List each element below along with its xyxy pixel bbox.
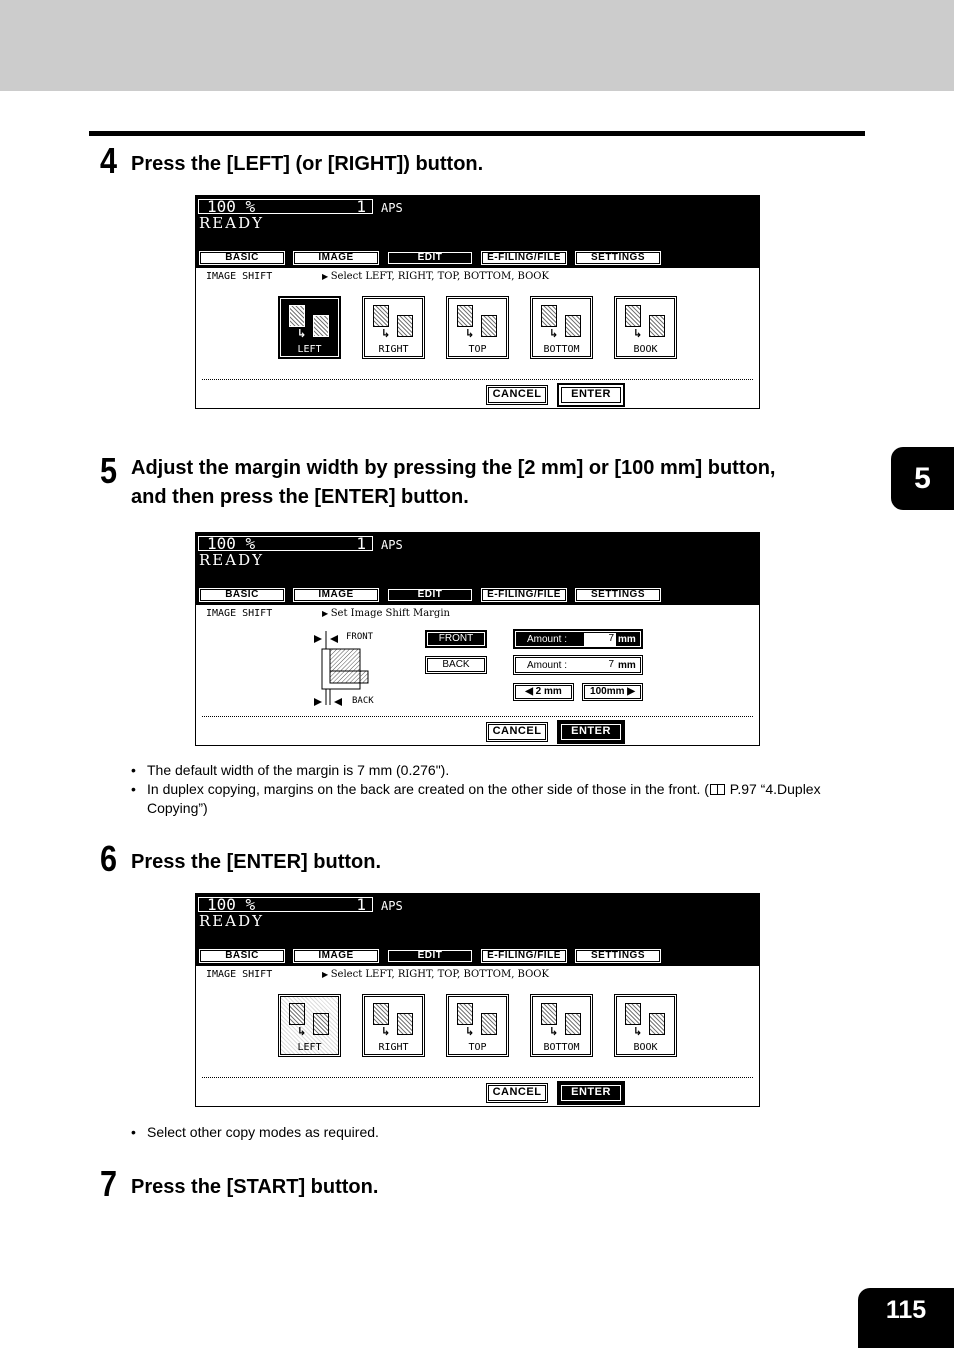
left-shift-icon: ↳ <box>287 303 333 339</box>
shift-buttons <box>278 296 677 359</box>
screen-header <box>196 533 759 605</box>
front-amount-value: 7 <box>584 633 616 646</box>
button-label: TOP <box>468 344 487 355</box>
tab-basic[interactable]: BASIC <box>198 948 286 964</box>
ratio-display <box>198 897 373 912</box>
button-label: 2 mm <box>535 686 562 697</box>
chapter-tab: 5 <box>891 447 954 510</box>
note-item: • The default width of the margin is 7 mm (0.276"). <box>131 761 861 780</box>
top-shift-icon: ↳ <box>455 303 501 339</box>
button-label: TOP <box>468 1042 487 1053</box>
right-shift-icon: ↳ <box>371 1001 417 1037</box>
tab-image[interactable]: IMAGE <box>292 948 380 964</box>
bottom-shift-icon: ↳ <box>539 1001 585 1037</box>
function-tabs <box>198 250 662 266</box>
unit-label: mm <box>618 660 636 671</box>
tab-settings[interactable]: SETTINGS <box>574 250 662 266</box>
increase-100mm-button[interactable] <box>582 683 643 701</box>
divider <box>202 379 753 380</box>
copy-count: 1 <box>356 895 366 914</box>
tab-basic[interactable]: BASIC <box>198 587 286 603</box>
reproduction-ratio: 100 % <box>207 534 256 553</box>
right-shift-icon: ↳ <box>371 303 417 339</box>
left-shift-button[interactable] <box>278 296 341 359</box>
bottom-shift-button[interactable] <box>530 296 593 359</box>
reproduction-ratio: 100 % <box>207 895 256 914</box>
top-shift-button[interactable] <box>446 296 509 359</box>
tab-edit[interactable]: EDIT <box>386 250 474 266</box>
copy-count: 1 <box>356 197 366 216</box>
button-label: BOTTOM <box>543 344 580 355</box>
function-tabs <box>198 948 662 964</box>
reproduction-ratio: 100 % <box>207 197 256 216</box>
tab-efiling[interactable]: E-FILING/FILE <box>480 587 568 603</box>
step-title: Press the [LEFT] (or [RIGHT]) button. <box>131 153 484 175</box>
ratio-display <box>198 536 373 551</box>
tab-edit[interactable]: EDIT <box>386 587 474 603</box>
step-number: 4 <box>100 140 118 181</box>
button-label: RIGHT <box>378 344 409 355</box>
amount-label: Amount : <box>527 634 568 645</box>
button-label: BOOK <box>633 1042 658 1053</box>
bottom-shift-button[interactable] <box>530 994 593 1057</box>
right-shift-button[interactable] <box>362 994 425 1057</box>
cancel-button[interactable]: CANCEL <box>486 722 548 742</box>
back-margin-label: BACK <box>352 696 374 706</box>
status-message: READY <box>199 551 265 569</box>
aps-indicator: APS <box>381 899 403 913</box>
function-label: IMAGE SHIFT <box>206 608 273 619</box>
divider <box>202 716 753 717</box>
back-amount-field[interactable] <box>513 655 643 675</box>
ratio-display <box>198 199 373 214</box>
tab-settings[interactable]: SETTINGS <box>574 587 662 603</box>
cancel-button[interactable]: CANCEL <box>486 1083 548 1103</box>
left-shift-button[interactable] <box>278 994 341 1057</box>
step-number: 6 <box>100 838 118 879</box>
aps-indicator: APS <box>381 201 403 215</box>
screen-header <box>196 196 759 268</box>
back-amount-value: 7 <box>608 659 614 670</box>
section-rule <box>89 131 865 136</box>
screen-body <box>196 268 759 408</box>
book-shift-button[interactable] <box>614 296 677 359</box>
right-shift-button[interactable] <box>362 296 425 359</box>
header-band <box>0 0 954 91</box>
guide-text: ▶ Select LEFT, RIGHT, TOP, BOTTOM, BOOK <box>322 271 549 282</box>
top-shift-button[interactable] <box>446 994 509 1057</box>
button-label: 100mm <box>590 686 625 697</box>
back-button[interactable]: BACK <box>425 656 487 674</box>
note-item: • In duplex copying, margins on the back are created on the other side of those in the front. ( P.97 “4.Duplex Copying”) <box>131 780 861 818</box>
aps-indicator: APS <box>381 538 403 552</box>
top-shift-icon: ↳ <box>455 1001 501 1037</box>
book-shift-icon: ↳ <box>623 303 669 339</box>
left-shift-icon: ↳ <box>287 1001 333 1037</box>
enter-button[interactable]: ENTER <box>557 720 625 744</box>
button-label: LEFT <box>297 344 322 355</box>
front-margin-label: FRONT <box>346 632 374 642</box>
step-title-line2: and then press the [ENTER] button. <box>131 486 469 508</box>
function-tabs <box>198 587 662 603</box>
arrow-right-icon: ▶ <box>627 686 635 697</box>
step-title: Press the [ENTER] button. <box>131 851 382 873</box>
step-title-line1: Adjust the margin width by pressing the [2 mm] or [100 mm] button, <box>131 457 776 479</box>
margin-diagram <box>312 627 372 711</box>
book-shift-icon: ↳ <box>623 1001 669 1037</box>
page-number: 115 <box>858 1288 954 1348</box>
bottom-shift-icon: ↳ <box>539 303 585 339</box>
guide-text: ▶ Set Image Shift Margin <box>322 608 450 619</box>
divider <box>202 1077 753 1078</box>
step-5-notes <box>131 761 861 818</box>
copier-screen-confirm <box>195 893 760 1107</box>
button-label: LEFT <box>297 1042 322 1053</box>
button-label: RIGHT <box>378 1042 409 1053</box>
screen-header <box>196 894 759 966</box>
enter-button[interactable]: ENTER <box>557 1081 625 1105</box>
unit-label: mm <box>618 634 636 645</box>
status-message: READY <box>199 214 265 232</box>
copy-count: 1 <box>356 534 366 553</box>
step-6-notes <box>131 1123 861 1142</box>
step-title: Press the [START] button. <box>131 1176 379 1198</box>
status-message: READY <box>199 912 265 930</box>
shift-buttons <box>278 994 677 1057</box>
amount-label: Amount : <box>527 660 568 671</box>
arrow-left-icon: ◀ <box>525 686 533 697</box>
tab-image[interactable]: IMAGE <box>292 587 380 603</box>
note-item: • Select other copy modes as required. <box>131 1123 861 1142</box>
tab-image[interactable]: IMAGE <box>292 250 380 266</box>
decrease-2mm-button[interactable] <box>513 683 574 701</box>
front-amount-field[interactable] <box>513 629 643 649</box>
guide-text: ▶ Select LEFT, RIGHT, TOP, BOTTOM, BOOK <box>322 969 549 980</box>
tab-efiling[interactable]: E-FILING/FILE <box>480 250 568 266</box>
tab-settings[interactable]: SETTINGS <box>574 948 662 964</box>
copier-screen-select <box>195 195 760 409</box>
screen-body <box>196 966 759 1106</box>
cancel-button[interactable]: CANCEL <box>486 385 548 405</box>
step-number: 7 <box>100 1163 118 1204</box>
function-label: IMAGE SHIFT <box>206 271 273 282</box>
book-shift-button[interactable] <box>614 994 677 1057</box>
tab-basic[interactable]: BASIC <box>198 250 286 266</box>
book-icon <box>710 784 725 795</box>
step-number: 5 <box>100 450 118 491</box>
copier-screen-margin <box>195 532 760 746</box>
enter-button[interactable]: ENTER <box>557 383 625 407</box>
tab-edit[interactable]: EDIT <box>386 948 474 964</box>
button-label: BOOK <box>633 344 658 355</box>
button-label: BOTTOM <box>543 1042 580 1053</box>
screen-body <box>196 605 759 745</box>
tab-efiling[interactable]: E-FILING/FILE <box>480 948 568 964</box>
function-label: IMAGE SHIFT <box>206 969 273 980</box>
front-button[interactable]: FRONT <box>425 630 487 648</box>
